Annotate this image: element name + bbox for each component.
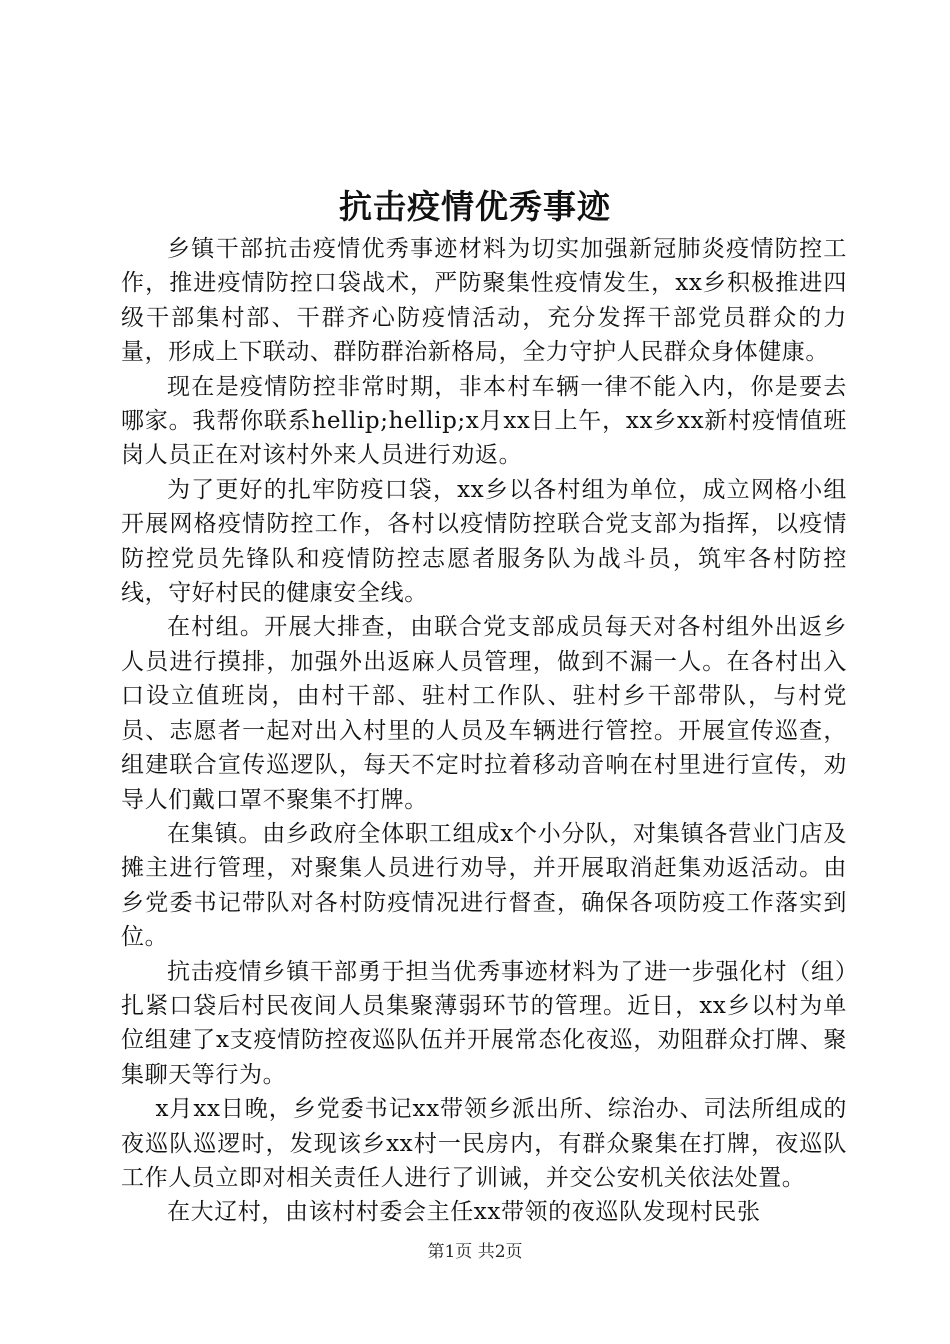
paragraph: 在大辽村，由该村村委会主任xx带领的夜巡队发现村民张 <box>167 1199 761 1226</box>
paragraph: 在集镇。由乡政府全体职工组成x个小分队，对集镇各营业门店及摊主进行管理，对聚集人员进行劝导，并开展取消赶集劝返活动。由乡党委书记带队对各村防疫情况进行督查，确保各项防疫工作落实到位。 <box>121 820 847 951</box>
paragraph: 在村组。开展大排查，由联合党支部成员每天对各村组外出返乡人员进行摸排，加强外出返麻人员管理，做到不漏一人。在各村出入口设立值班岗，由村干部、驻村工作队、驻村乡干部带队，与村党员、志愿者一起对出入村里的人员及车辆进行管控。开展宣传巡查，组建联合宣传巡逻队，每天不定时拉着移动音响在村里进行宣传，劝导人们戴口罩不聚集不打牌。 <box>121 614 847 813</box>
page-number-footer: 第1页 共2页 <box>427 1242 523 1262</box>
paragraph: 抗击疫情乡镇干部勇于担当优秀事迹材料为了进一步强化村（组）扎紧口袋后村民夜间人员集聚薄弱环节的管理。近日，xx乡以村为单位组建了x支疫情防控夜巡队伍并开展常态化夜巡，劝阻群众打牌、聚集聊天等行为。 <box>121 958 847 1088</box>
paragraph: x月xx日晚，乡党委书记xx带领乡派出所、综治办、司法所组成的夜巡队巡逻时，发现该乡xx村一民房内，有群众聚集在打牌，夜巡队工作人员立即对相关责任人进行了训诫，并交公安机关依法处置。 <box>121 1096 847 1191</box>
document-title: 抗击疫情优秀事迹 <box>339 187 611 226</box>
document-body <box>121 232 847 1230</box>
paragraph: 为了更好的扎牢防疫口袋，xx乡以各村组为单位，成立网格小组开展网格疫情防控工作，各村以疫情防控联合党支部为指挥，以疫情防控党员先锋队和疫情防控志愿者服务队为战斗员，筑牢各村防控线，守好村民的健康安全线。 <box>121 476 847 607</box>
paragraph: 现在是疫情防控非常时期，非本村车辆一律不能入内，你是要去哪家。我帮你联系hellip;hellip;x月xx日上午，xx乡xx新村疫情值班岗人员正在对该村外来人员进行劝返。 <box>121 373 847 469</box>
paragraph: 乡镇干部抗击疫情优秀事迹材料为切实加强新冠肺炎疫情防控工作，推进疫情防控口袋战术，严防聚集性疫情发生，xx乡积极推进四级干部集村部、干群齐心防疫情活动，充分发挥干部党员群众的力量，形成上下联动、群防群治新格局，全力守护人民群众身体健康。 <box>121 236 847 366</box>
